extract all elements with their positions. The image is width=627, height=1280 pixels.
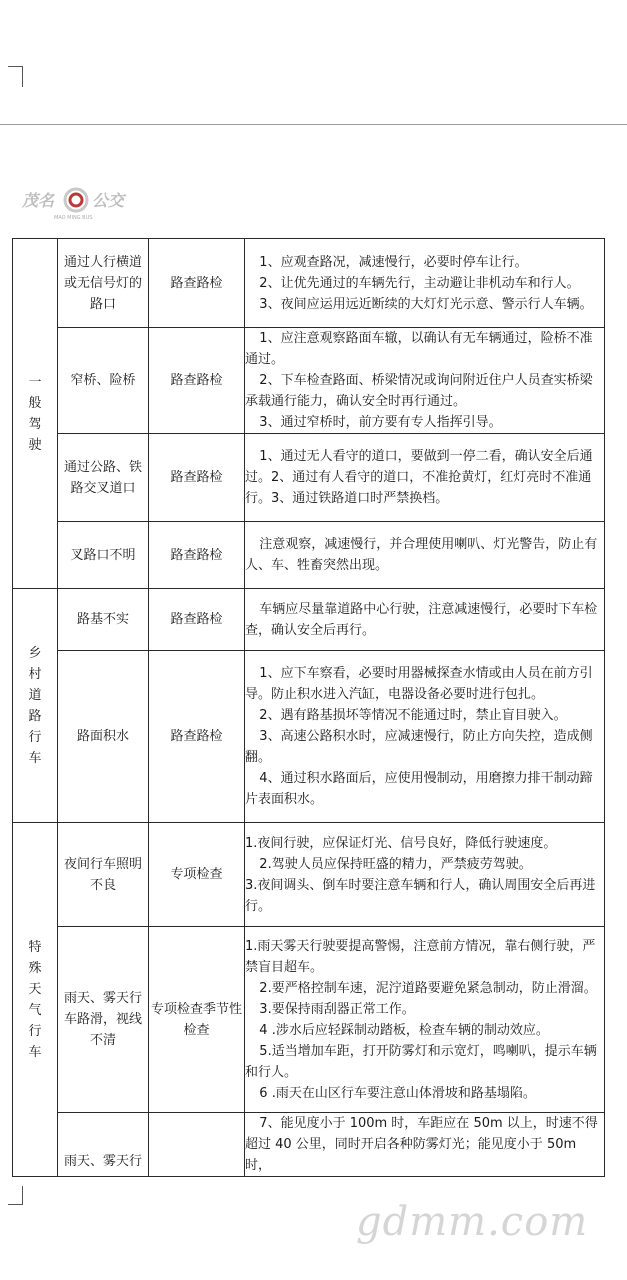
requirement-cell: 1、通过无人看守的道口，要做到一停二看，确认安全后通过。2、通过有人看守的道口，不准抢黄灯，红灯亮时不准通行。3、通过铁路道口时严禁换档。 <box>245 434 605 522</box>
situation-cell: 窄桥、险桥 <box>58 328 149 434</box>
situation-cell: 路基不实 <box>58 589 149 651</box>
requirement-cell: 1.雨天雾天行驶要提高警惕，注意前方情况，靠右侧行驶，严禁盲目超车。 2.要严格控制车速，泥泞道路要避免紧急制动，防止滑溜。 3.要保持雨刮器正常工作。 4 .涉水后应轻踩制动踏板，检查车辆的制动效应。 5.适当增加车距，打开防雾灯和示宽灯，鸣喇叭，提示车辆和行人。 6 .雨天在山区行车要注意山体滑坡和路基塌陷。 <box>245 927 605 1113</box>
action-cell: 路查路检 <box>149 239 245 328</box>
action-cell: 路查路检 <box>149 522 245 589</box>
category-weather: 特殊天气行车 <box>13 823 58 1177</box>
situation-cell: 夜间行车照明不良 <box>58 823 149 927</box>
action-cell <box>149 1113 245 1177</box>
table-row <box>13 434 605 522</box>
situation-cell: 通过人行横道或无信号灯的路口 <box>58 239 149 328</box>
requirement-cell: 1、应观查路况，减速慢行，必要时停车让行。 2、让优先通过的车辆先行，主动避让非机动车和行人。 3、夜间应运用远近断续的大灯灯光示意、警示行人车辆。 <box>245 239 605 328</box>
logo-text: 茂名 <box>22 191 55 210</box>
action-cell: 路查路检 <box>149 589 245 651</box>
company-logo <box>18 186 130 222</box>
requirement-cell: 1.夜间行驶，应保证灯光、信号良好，降低行驶速度。 2.驾驶人员应保持旺盛的精力，严禁疲劳驾驶。 3.夜间调头、倒车时要注意车辆和行人，确认周围安全后再进行。 <box>245 823 605 927</box>
table-row <box>13 522 605 589</box>
table-row <box>13 651 605 823</box>
table-row <box>13 927 605 1113</box>
table-row <box>13 1113 605 1177</box>
logo-subtext: MAO MING BUS <box>54 215 93 221</box>
action-cell: 专项检查季节性检查 <box>149 927 245 1113</box>
table-row <box>13 328 605 434</box>
svg-text:公交: 公交 <box>92 191 125 210</box>
crop-mark-top <box>8 66 23 87</box>
table-row <box>13 589 605 651</box>
safety-checklist-table <box>12 238 605 1177</box>
requirement-cell: 1、应下车察看，必要时用器械探查水情或由人员在前方引导。防止积水进入汽缸，电器设备必要时进行包扎。 2、遇有路基损坏等情况不能通过时，禁止盲目驶入。 3、高速公路积水时，应减速慢行，防止方向失控，造成侧翻。 4、通过积水路面后，应使用慢制动，用磨擦力排干制动蹄片表面积水。 <box>245 651 605 823</box>
page-break-line <box>0 124 627 125</box>
table-row <box>13 239 605 328</box>
table-row <box>13 823 605 927</box>
requirement-cell: 1、应注意观察路面车辙，以确认有无车辆通过，险桥不准通过。 2、下车检查路面、桥梁情况或询问附近住户人员查实桥梁承载通行能力，确认安全时再行通过。 3、通过窄桥时，前方要有专人指挥引导。 <box>245 328 605 434</box>
requirement-cell: 车辆应尽量靠道路中心行驶，注意减速慢行，必要时下车检查，确认安全后再行。 <box>245 589 605 651</box>
action-cell: 专项检查 <box>149 823 245 927</box>
situation-cell: 雨天、雾天行 <box>58 1113 149 1177</box>
category-general: 一般驾驶 <box>13 239 58 589</box>
situation-cell: 叉路口不明 <box>58 522 149 589</box>
situation-cell: 路面积水 <box>58 651 149 823</box>
crop-mark-bottom <box>8 1186 23 1205</box>
action-cell: 路查路检 <box>149 328 245 434</box>
watermark: gdmm.com <box>356 1199 589 1245</box>
situation-cell: 通过公路、铁路交叉道口 <box>58 434 149 522</box>
action-cell: 路查路检 <box>149 434 245 522</box>
requirement-cell: 注意观察，减速慢行，并合理使用喇叭、灯光警告，防止有人、车、牲畜突然出现。 <box>245 522 605 589</box>
category-rural: 乡村道路行车 <box>13 589 58 823</box>
situation-cell: 雨天、雾天行车路滑，视线不清 <box>58 927 149 1113</box>
requirement-cell: 7、能见度小于 100m 时，车距应在 50m 以上，时速不得超过 40 公里，同时开启各种防雾灯光；能见度小于 50m 时， <box>245 1113 605 1177</box>
action-cell: 路查路检 <box>149 651 245 823</box>
